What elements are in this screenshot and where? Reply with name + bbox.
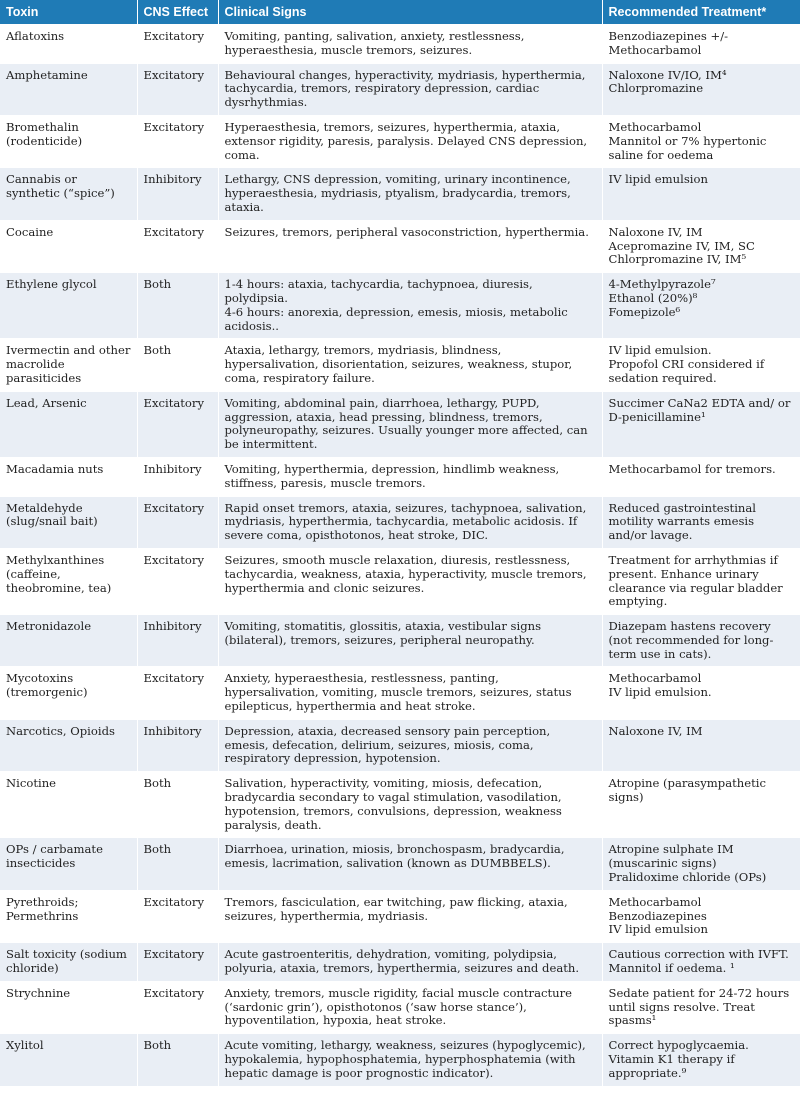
clinical-signs-cell: Hyperaesthesia, tremors, seizures, hyperthermia, ataxia, extensor rigidity, paresis, paralysis. Delayed CNS depression, coma.	[218, 115, 602, 167]
table-row	[0, 1034, 800, 1086]
cns-effect-cell: Excitatory	[137, 63, 218, 115]
table-row	[0, 615, 800, 667]
treatment-cell: Naloxone IV/IO, IM⁴ Chlorpromazine	[602, 63, 800, 115]
table-row	[0, 115, 800, 167]
table-row	[0, 273, 800, 339]
treatment-cell: Sedate patient for 24-72 hours until signs resolve. Treat spasms¹	[602, 981, 800, 1033]
cns-effect-cell: Excitatory	[137, 496, 218, 548]
clinical-signs-cell: Depression, ataxia, decreased sensory pain perception, emesis, defecation, delirium, seizures, miosis, coma, respiratory depression, hypotension.	[218, 719, 602, 771]
treatment-cell: IV lipid emulsion	[602, 168, 800, 220]
table-row	[0, 719, 800, 771]
table-row	[0, 168, 800, 220]
cns-effect-cell: Inhibitory	[137, 457, 218, 496]
header-toxin: Toxin	[0, 0, 137, 25]
clinical-signs-cell: Anxiety, tremors, muscle rigidity, facial muscle contracture (‘sardonic grin’), opisthotonos (‘saw horse stance’), hypoventilation, hypoxia, heat stroke.	[218, 981, 602, 1033]
table-row	[0, 496, 800, 548]
toxin-cell: Salt toxicity (sodium chloride)	[0, 943, 137, 982]
toxin-cell: OPs / carbamate insecticides	[0, 838, 137, 890]
cns-effect-cell: Inhibitory	[137, 719, 218, 771]
clinical-signs-cell: Seizures, smooth muscle relaxation, diuresis, restlessness, tachycardia, weakness, ataxia, hyperactivity, muscle tremors, hyperthermia and clonic seizures.	[218, 548, 602, 614]
cns-effect-cell: Inhibitory	[137, 615, 218, 667]
clinical-signs-cell: Salivation, hyperactivity, vomiting, miosis, defecation, bradycardia secondary to vagal stimulation, vasodilation, hypotension, tremors, convulsions, depression, weakness paralysis, death.	[218, 772, 602, 838]
clinical-signs-cell: Acute gastroenteritis, dehydration, vomiting, polydipsia, polyuria, ataxia, tremors, hyperthermia, seizures and death.	[218, 943, 602, 982]
clinical-signs-cell: Acute vomiting, lethargy, weakness, seizures (hypoglycemic), hypokalemia, hypophosphatemia, hyperphosphatemia (with hepatic damage is poor prognostic indicator).	[218, 1034, 602, 1086]
table-row	[0, 63, 800, 115]
cns-effect-cell: Both	[137, 838, 218, 890]
header-cns-effect: CNS Effect	[137, 0, 218, 25]
clinical-signs-cell: Diarrhoea, urination, miosis, bronchospasm, bradycardia, emesis, lacrimation, salivation (known as DUMBBELS).	[218, 838, 602, 890]
header-clinical-signs: Clinical Signs	[218, 0, 602, 25]
treatment-cell: Diazepam hastens recovery (not recommended for long-term use in cats).	[602, 615, 800, 667]
clinical-signs-cell: Lethargy, CNS depression, vomiting, urinary incontinence, hyperaesthesia, mydriasis, ptyalism, bradycardia, tremors, ataxia.	[218, 168, 602, 220]
treatment-cell: Methocarbamol IV lipid emulsion.	[602, 667, 800, 719]
cns-effect-cell: Excitatory	[137, 667, 218, 719]
toxin-cell: Aflatoxins	[0, 25, 137, 64]
clinical-signs-cell: Ataxia, lethargy, tremors, mydriasis, blindness, hypersalivation, disorientation, seizures, weakness, stupor, coma, respiratory failure.	[218, 339, 602, 391]
treatment-cell: 4-Methylpyrazole⁷ Ethanol (20%)⁸ Fomepizole⁶	[602, 273, 800, 339]
cns-effect-cell: Excitatory	[137, 890, 218, 942]
clinical-signs-cell: Anxiety, hyperaesthesia, restlessness, panting, hypersalivation, vomiting, muscle tremors, seizures, status epilepticus, hyperthermia and heat stroke.	[218, 667, 602, 719]
table-row	[0, 838, 800, 890]
cns-effect-cell: Excitatory	[137, 115, 218, 167]
clinical-signs-cell: Vomiting, stomatitis, glossitis, ataxia, vestibular signs (bilateral), tremors, seizures, peripheral neuropathy.	[218, 615, 602, 667]
toxin-cell: Ethylene glycol	[0, 273, 137, 339]
table-row	[0, 220, 800, 272]
table-row	[0, 943, 800, 982]
header-recommended-treatment: Recommended Treatment*	[602, 0, 800, 25]
table-row	[0, 339, 800, 391]
clinical-signs-cell: Behavioural changes, hyperactivity, mydriasis, hyperthermia, tachycardia, tremors, respiratory depression, cardiac dysrhythmias.	[218, 63, 602, 115]
treatment-cell: Methocarbamol Benzodiazepines IV lipid emulsion	[602, 890, 800, 942]
toxin-cell: Metaldehyde (slug/snail bait)	[0, 496, 137, 548]
treatment-cell: Methocarbamol for tremors.	[602, 457, 800, 496]
toxin-cell: Bromethalin (rodenticide)	[0, 115, 137, 167]
clinical-signs-cell: Rapid onset tremors, ataxia, seizures, tachypnoea, salivation, mydriasis, hyperthermia, tachycardia, metabolic acidosis. If severe coma, opisthotonos, heat stroke, DIC.	[218, 496, 602, 548]
toxin-cell: Lead, Arsenic	[0, 391, 137, 457]
toxin-cell: Xylitol	[0, 1034, 137, 1086]
toxin-cell: Methylxanthines (caffeine, theobromine, tea)	[0, 548, 137, 614]
table-body	[0, 25, 800, 1086]
header-row	[0, 0, 800, 25]
treatment-cell: Cautious correction with IVFT. Mannitol if oedema. ¹	[602, 943, 800, 982]
table-row	[0, 772, 800, 838]
clinical-signs-cell: Vomiting, hyperthermia, depression, hindlimb weakness, stiffness, paresis, muscle tremors.	[218, 457, 602, 496]
toxin-cell: Cannabis or synthetic (“spice”)	[0, 168, 137, 220]
table-row	[0, 667, 800, 719]
table-row	[0, 981, 800, 1033]
toxin-cell: Ivermectin and other macrolide parasiticides	[0, 339, 137, 391]
clinical-signs-cell: Seizures, tremors, peripheral vasoconstriction, hyperthermia.	[218, 220, 602, 272]
table-row	[0, 391, 800, 457]
toxin-cell: Mycotoxins (tremorgenic)	[0, 667, 137, 719]
table-row	[0, 25, 800, 64]
treatment-cell: Atropine sulphate IM (muscarinic signs) Pralidoxime chloride (OPs)	[602, 838, 800, 890]
toxin-cell: Nicotine	[0, 772, 137, 838]
treatment-cell: Succimer CaNa2 EDTA and/ or D-penicillamine¹	[602, 391, 800, 457]
treatment-cell: IV lipid emulsion. Propofol CRI considered if sedation required.	[602, 339, 800, 391]
table-row	[0, 548, 800, 614]
toxin-cell: Macadamia nuts	[0, 457, 137, 496]
treatment-cell: Reduced gastrointestinal motility warrants emesis and/or lavage.	[602, 496, 800, 548]
treatment-cell: Correct hypoglycaemia. Vitamin K1 therapy if appropriate.⁹	[602, 1034, 800, 1086]
cns-effect-cell: Both	[137, 1034, 218, 1086]
cns-effect-cell: Inhibitory	[137, 168, 218, 220]
clinical-signs-cell: Vomiting, panting, salivation, anxiety, restlessness, hyperaesthesia, muscle tremors, seizures.	[218, 25, 602, 64]
toxin-cell: Narcotics, Opioids	[0, 719, 137, 771]
cns-effect-cell: Both	[137, 772, 218, 838]
cns-effect-cell: Excitatory	[137, 548, 218, 614]
cns-effect-cell: Both	[137, 339, 218, 391]
treatment-cell: Atropine (parasympathetic signs)	[602, 772, 800, 838]
cns-effect-cell: Both	[137, 273, 218, 339]
toxin-cell: Amphetamine	[0, 63, 137, 115]
treatment-cell: Naloxone IV, IM Acepromazine IV, IM, SC Chlorpromazine IV, IM⁵	[602, 220, 800, 272]
toxin-cell: Strychnine	[0, 981, 137, 1033]
toxin-cell: Cocaine	[0, 220, 137, 272]
cns-effect-cell: Excitatory	[137, 220, 218, 272]
clinical-signs-cell: Tremors, fasciculation, ear twitching, paw flicking, ataxia, seizures, hyperthermia, mydriasis.	[218, 890, 602, 942]
table-row	[0, 890, 800, 942]
treatment-cell: Methocarbamol Mannitol or 7% hypertonic saline for oedema	[602, 115, 800, 167]
table-row	[0, 457, 800, 496]
clinical-signs-cell: Vomiting, abdominal pain, diarrhoea, lethargy, PUPD, aggression, ataxia, head pressing, blindness, tremors, polyneuropathy, seizures. Usually younger more affected, can be intermittent.	[218, 391, 602, 457]
cns-effect-cell: Excitatory	[137, 25, 218, 64]
cns-effect-cell: Excitatory	[137, 981, 218, 1033]
toxin-cell: Metronidazole	[0, 615, 137, 667]
cns-effect-cell: Excitatory	[137, 391, 218, 457]
cns-effect-cell: Excitatory	[137, 943, 218, 982]
toxin-cell: Pyrethroids; Permethrins	[0, 890, 137, 942]
treatment-cell: Naloxone IV, IM	[602, 719, 800, 771]
clinical-signs-cell: 1-4 hours: ataxia, tachycardia, tachypnoea, diuresis, polydipsia. 4-6 hours: anorexia, depression, emesis, miosis, metabolic acidosis..	[218, 273, 602, 339]
treatment-cell: Treatment for arrhythmias if present. Enhance urinary clearance via regular bladder emptying.	[602, 548, 800, 614]
treatment-cell: Benzodiazepines +/- Methocarbamol	[602, 25, 800, 64]
